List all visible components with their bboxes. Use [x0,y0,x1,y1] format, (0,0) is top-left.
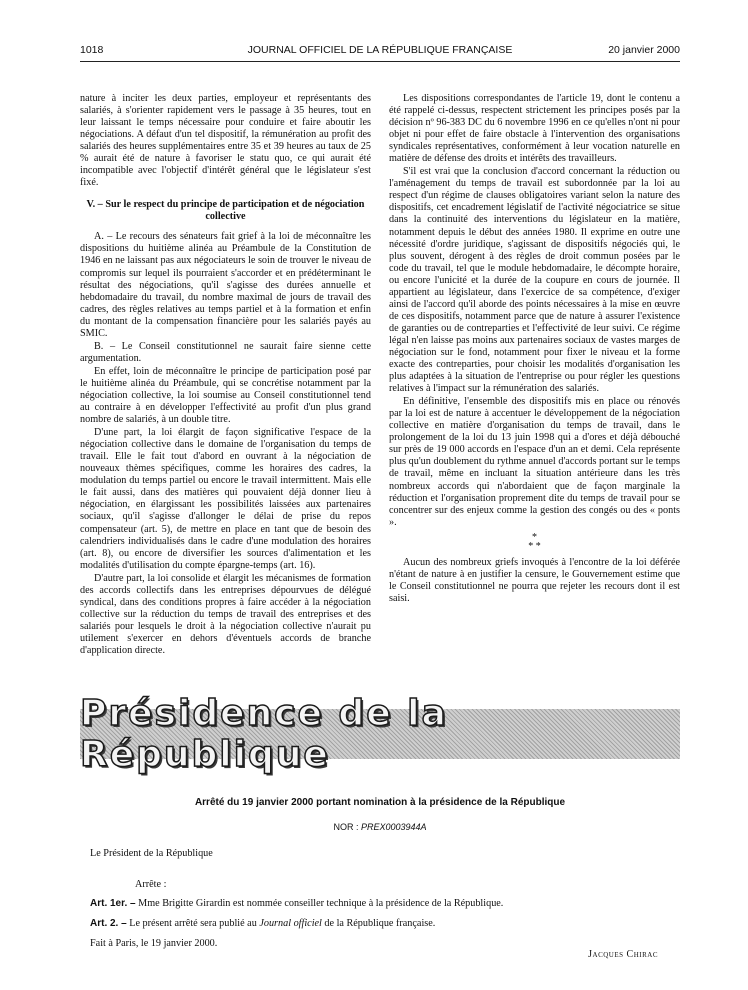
paragraph: Aucun des nombreux griefs invoqués à l'encontre de la loi déférée n'étant de nature à en justifier la censure, le Gouvernement estime que le Conseil constitutionnel ne pourra que rejeter les recours dont il est saisi. [389,556,680,604]
decree-preamble: Le Président de la République [90,848,213,859]
paragraph: S'il est vrai que la conclusion d'accord concernant la réduction ou l'aménagement du temps de travail est subordonnée par la loi au respect d'un régime de clauses obligatoires variant selon la nature des dispositifs, cet encadrement législatif de l'activité négociatrice se situe dans la continuité des interventions du législateur en la matière, notamment depuis le début des années 1980. Il exprime en outre une nécessité d'ordre juridique, s'agissant de dispositifs négociés qui, le plus souvent, dérogent à des règles de droit commun posées par le code du travail, tel que le module hebdomadaire, le décompte horaire, ou encore l'unicité et la durée de la coupure en cours de journée. Il appartient au législateur, dans l'exercice de sa compétence, d'exiger ainsi de l'accord qu'il aborde des points nécessaires à la mise en œuvre de ces dispositifs, notamment parce que de nature à assurer l'existence de garanties ou de contreparties et l'effectivité de leur suivi. Ce régime légal n'en laisse pas moins aux partenaires sociaux de vastes marges de négociation sur le fond, notamment pour fixer le niveau et la forme exacte des contreparties, pour choisir les modalités d'organisation les plus adaptées à la situation de l'entreprise ou pour régler les questions relatives à l'impact sur la rémunération des salariés. [389,166,680,395]
nor-label: NOR : [333,822,359,832]
article-2-text: Le présent arrêté sera publié au [129,918,257,929]
article-2 [90,918,435,929]
paragraph: A. – Le recours des sénateurs fait grief à la loi de méconnaître les dispositions du huitième alinéa au Préambule de la Constitution de 1946 en ne laissant pas aux négociateurs le soin de trouver le niveau de compromis sur lequel ils pourraient s'accorder et en prédéterminant le résultat des négociations, qu'il s'agisse des durées annuelle et hebdomadaire du travail, du nombre maximal de jours de travail des cadres, des règles relatives au temps partiel et à la formation et enfin du montant de la compensation financière pour les salariés payés au SMIC. [80,231,371,339]
paragraph: En effet, loin de méconnaître le principe de participation posé par le huitième alinéa du Préambule, qui se concrétise notamment par la négociation collective, la loi soumise au Conseil constitutionnel tend au contraire à en développer l'effectivité au profit d'un plus grand nombre de salariés, à un double titre. [80,365,371,426]
decree-arrete: Arrête : [135,879,167,890]
article-1-label: Art. 1er. – [90,898,136,909]
separator-star: * [532,531,537,543]
journal-title: JOURNAL OFFICIEL DE LA RÉPUBLIQUE FRANÇAISE [247,44,513,56]
nor-value: PREX0003944A [360,822,427,832]
paragraph: D'autre part, la loi consolide et élargit les mécanismes de formation des accords collectifs dans les entreprises dépourvues de délégué syndical, dans des conditions propres à faire accéder à la négociation collective sur la réduction du temps de travail des entreprises et des salariés pour lesquels le droit à la négociation collective n'aurait pu utilement s'exercer en dehors d'éventuels accords de branche d'application directe. [80,572,371,656]
decree-title: Arrêté du 19 janvier 2000 portant nomination à la présidence de la République [194,797,566,808]
banner-title: Présidence de la République [80,693,448,775]
section-heading: V. – Sur le respect du principe de participation et de négociation collective [86,199,365,223]
article-2-journal-ref: Journal officiel [259,918,322,929]
decree-done-at: Fait à Paris, le 19 janvier 2000. [90,938,218,949]
nor-reference [80,822,680,832]
article-1 [90,898,503,909]
paragraph: D'une part, la loi élargit de façon significative l'espace de la négociation collective dans le domaine de l'organisation du temps de travail. Elle le fait tout d'abord en ouvrant à la négociation de nouveaux thèmes spécifiques, comme les horaires des cadres, la modulation du temps partiel ou encore le travail intermittent. Mais elle le fait aussi, dans des matières qui pouvaient déjà donner lieu à négociation, en élargissant les possibilités laissées aux partenaires sociaux, qu'il s'agisse d'allonger le délai de prise du repos compensateur (art. 5), de mettre en place en tant que de besoin des calendriers individualisés dans le cadre d'une modulation des horaires (art. 8), ou encore de diversifier les sources d'alimentation et les modalités d'utilisation du compte épargne-temps (art. 16). [80,427,371,571]
paragraph: Les dispositions correspondantes de l'article 19, dont le contenu a été rappelé ci-dessus, respectent strictement les principes posés par la décision nº 96-383 DC du 6 novembre 1996 en ce qu'elles n'ont ni pour objet ni pour effet de faire obstacle à l'intervention des organisations syndicales représentatives, conformément à leur vocation naturelle en matière de défense des droits et intérêts des travailleurs. [389,93,680,165]
paragraph: B. – Le Conseil constitutionnel ne saurait faire sienne cette argumentation. [80,340,371,364]
paragraph: En définitive, l'ensemble des dispositifs mis en place ou rénovés par la loi est de nature à accentuer le développement de la négociation collective en matière d'organisation du temps de travail, dans le prolongement de la loi du 13 juin 1998 qui a d'ores et déjà débouché sur près de 19 000 accords en l'espace d'un an et demi. Cela représente plus qu'un doublement du rythme annuel d'accords portant sur le temps de travail, même en incluant la situation antérieure dans les très nombreux accords qui n'abordaient que de façon marginale la réduction et l'organisation proprement dite du temps de travail pour se concentrer sur des enjeux comme la gestion des congés ou des « ponts ». [389,396,680,528]
article-2-label: Art. 2. – [90,918,127,929]
article-2-text-end: de la République française. [324,918,436,929]
header-rule [80,61,680,62]
page-header [80,44,680,60]
right-column [389,93,680,606]
article-1-text: Mme Brigitte Girardin est nommée conseiller technique à la présidence de la République. [138,898,504,909]
left-column [80,93,371,658]
section-separator [389,533,680,551]
paragraph: nature à inciter les deux parties, employeur et représentants des salariés, à s'orienter rapidement vers le passage à 35 heures, tout en leur laissant le temps nécessaire pour conduire et faire aboutir les négociations. A défaut d'un tel dispositif, la rémunération au profit des salariés des heures supplémentaires entre 35 et 39 heures au taux de 25 % aurait été de nature à favoriser le statu quo, ce qui aurait été incompatible avec l'objectif d'intérêt général que le législateur s'est fixé. [80,93,371,189]
section-banner [80,693,680,775]
signature: Jacques Chirac [588,949,658,960]
separator-stars: * * [528,540,541,552]
page-number: 1018 [80,44,104,56]
issue-date: 20 janvier 2000 [608,44,680,56]
